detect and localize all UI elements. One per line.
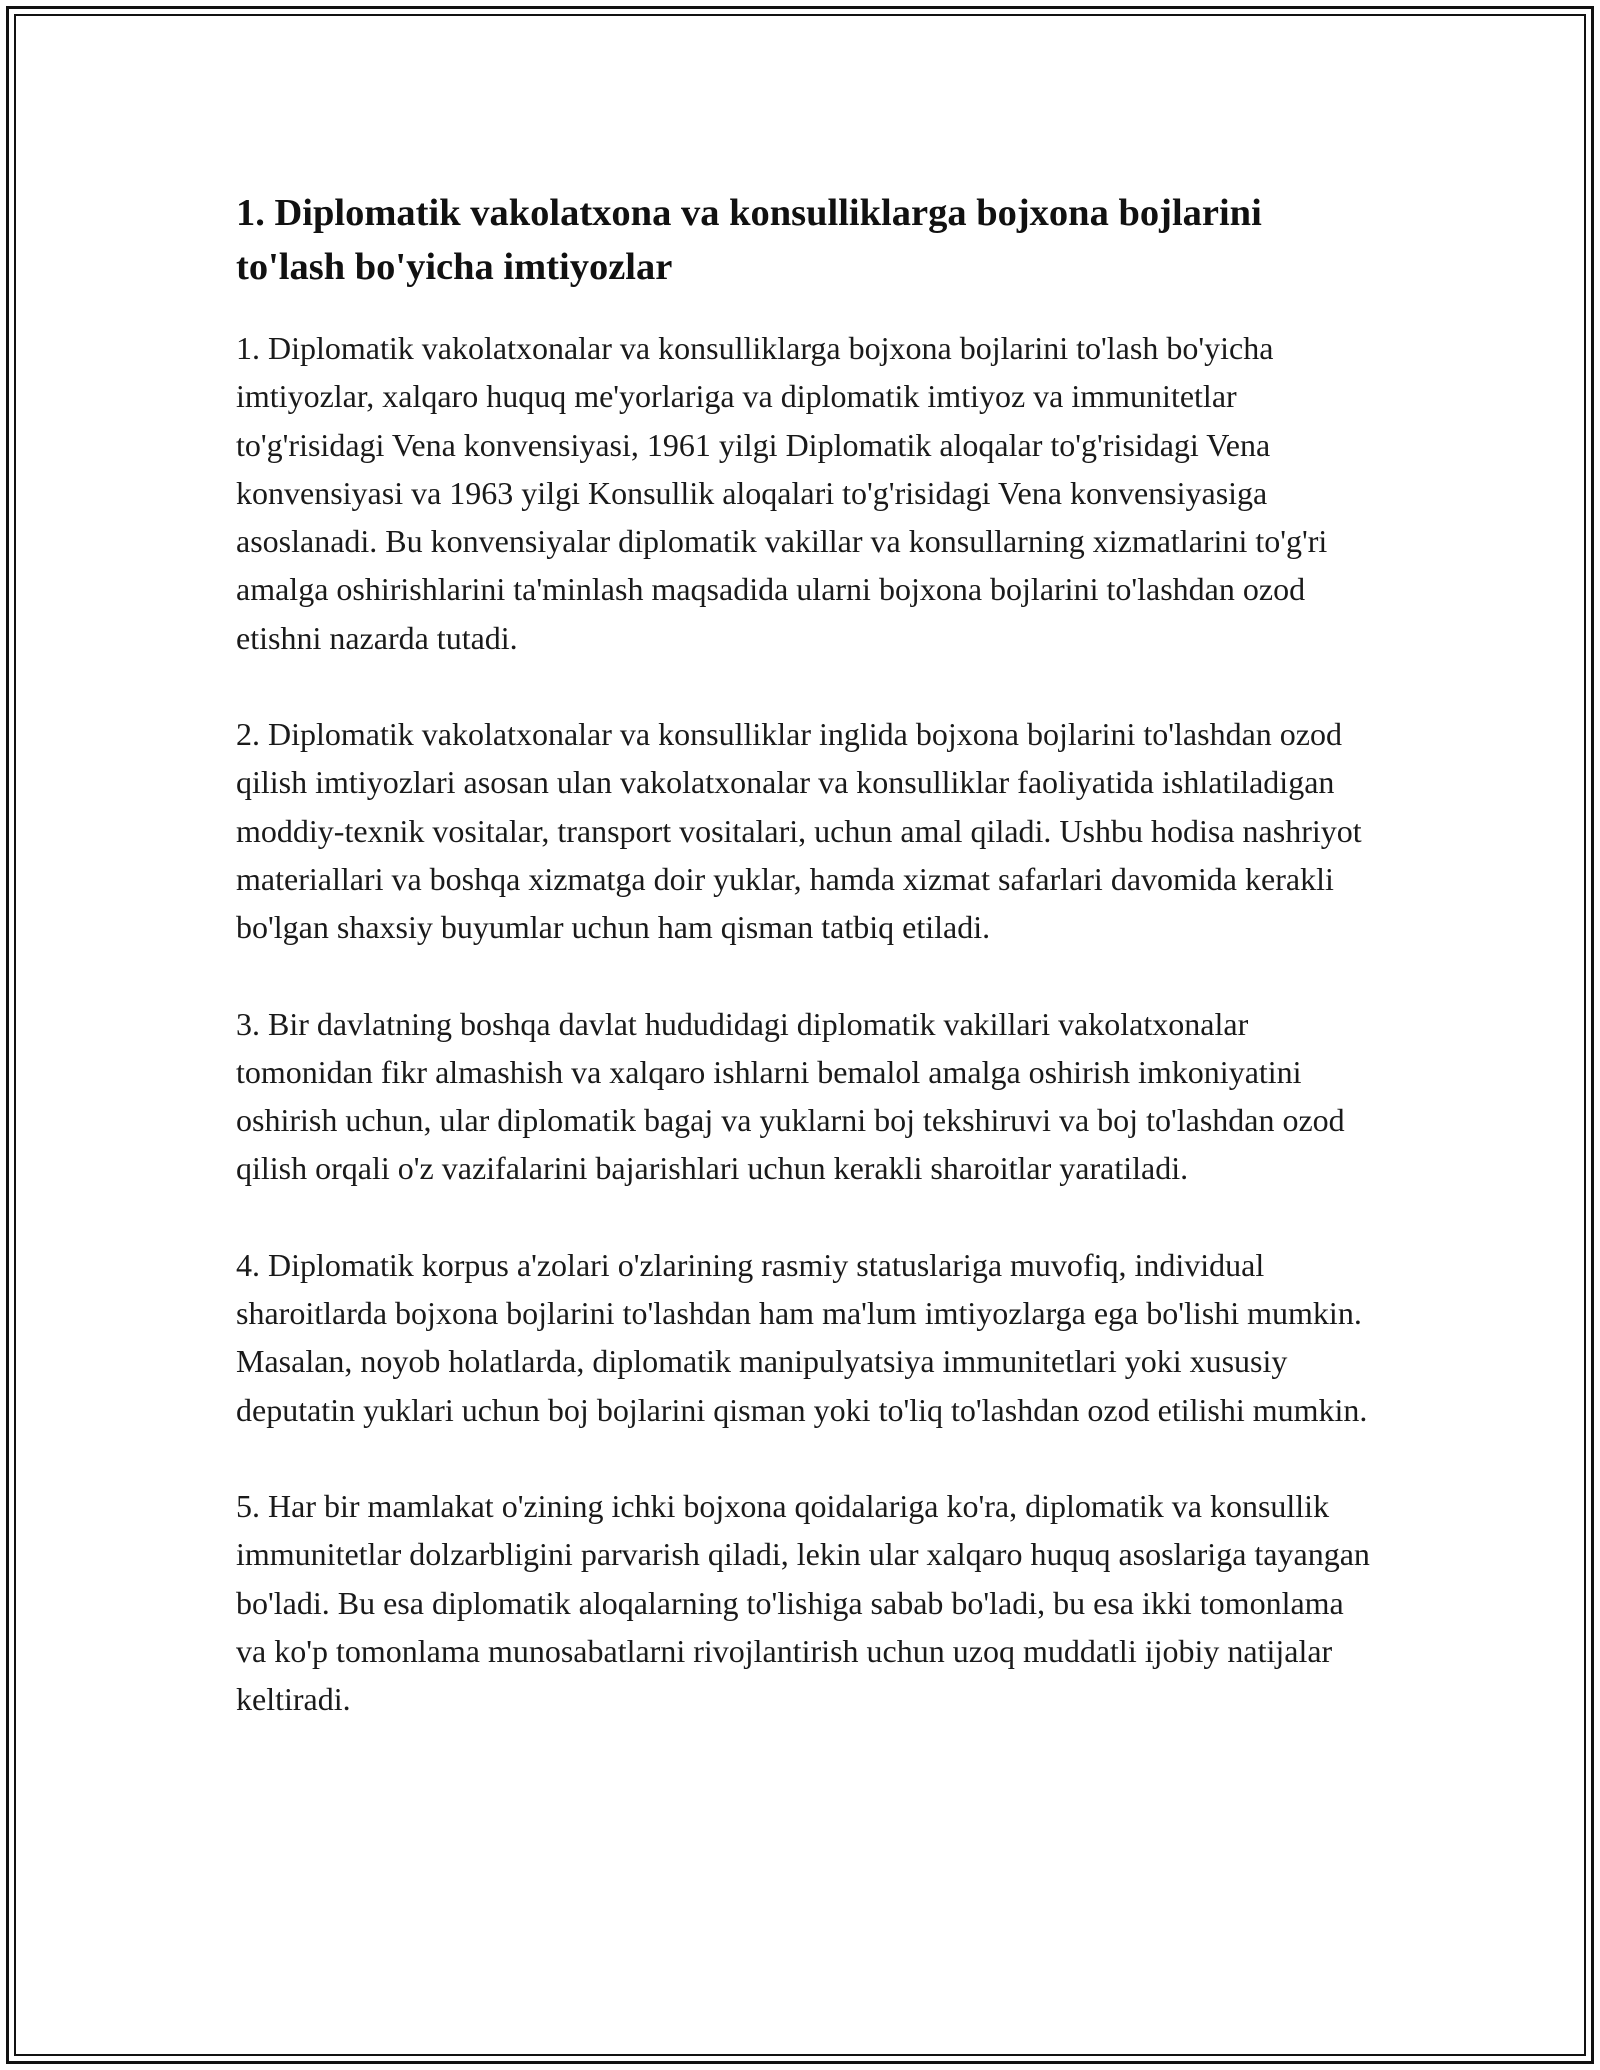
paragraph-1: 1. Diplomatik vakolatxonalar va konsulliklarga bojxona bojlarini to'lash bo'yicha imtiyozlar, xalqaro huquq me'yorlariga va diplomatik imtiyoz va immunitetlar to'g'risidagi Vena konvensiyasi, 1961 yilgi Diplomatik aloqalar to'g'risidagi Vena konvensiyasi va 1963 yilgi Konsullik aloqalari to'g'risidagi Vena konvensiyasiga asoslanadi. Bu konvensiyalar diplomatik vakillar va konsullarning xizmatlarini to'g'ri amalga oshirishlarini ta'minlash maqsadida ularni bojxona bojlarini to'lashdan ozod etishni nazarda tutadi. bbox=[236, 330, 1328, 656]
document-body bbox=[236, 186, 1376, 1771]
paragraph-3: 3. Bir davlatning boshqa davlat hududidagi diplomatik vakillari vakolatxonalar tomonidan fikr almashish va xalqaro ishlarni bemalol amalga oshirish imkoniyatini oshirish uchun, ular diplomatik bagaj va yuklarni boj tekshiruvi va boj to'lashdan ozod qilish orqali o'z vazifalarini bajarishlari uchun kerakli sharoitlar yaratiladi. bbox=[236, 1005, 1345, 1187]
paragraph-5: 5. Har bir mamlakat o'zining ichki bojxona qoidalariga ko'ra, diplomatik va konsullik immunitetlar dolzarbligini parvarish qiladi, lekin ular xalqaro huquq asoslariga tayangan bo'ladi. Bu esa diplomatik aloqalarning to'lishiga sabab bo'ladi, bu esa ikki tomonlama va ko'p tomonlama munosabatlarni rivojlantirish uchun uzoq muddatli ijobiy natijalar keltiradi. bbox=[236, 1487, 1370, 1718]
document-title: 1. Diplomatik vakolatxona va konsulliklarga bojxona bojlarini to'lash bo'yicha imtiyozlar bbox=[236, 192, 1262, 288]
paragraph-4: 4. Diplomatik korpus a'zolari o'zlarining rasmiy statuslariga muvofiq, individual sharoitlarda bojxona bojlarini to'lashdan ham ma'lum imtiyozlarga ega bo'lishi mumkin. Masalan, noyob holatlarda, diplomatik manipulyatsiya immunitetlari yoki xususiy deputatin yuklari uchun boj bojlarini qisman yoki to'liq to'lashdan ozod etilishi mumkin. bbox=[236, 1246, 1368, 1428]
paragraph-2: 2. Diplomatik vakolatxonalar va konsulliklar inglida bojxona bojlarini to'lashdan ozod qilish imtiyozlari asosan ulan vakolatxonalar va konsulliklar faoliyatida ishlatiladigan moddiy-texnik vositalar, transport vositalari, uchun amal qiladi. Ushbu hodisa nashriyot materiallari va boshqa xizmatga doir yuklar, hamda xizmat safarlari davomida kerakli bo'lgan shaxsiy buyumlar uchun ham qisman tatbiq etiladi. bbox=[236, 716, 1362, 946]
